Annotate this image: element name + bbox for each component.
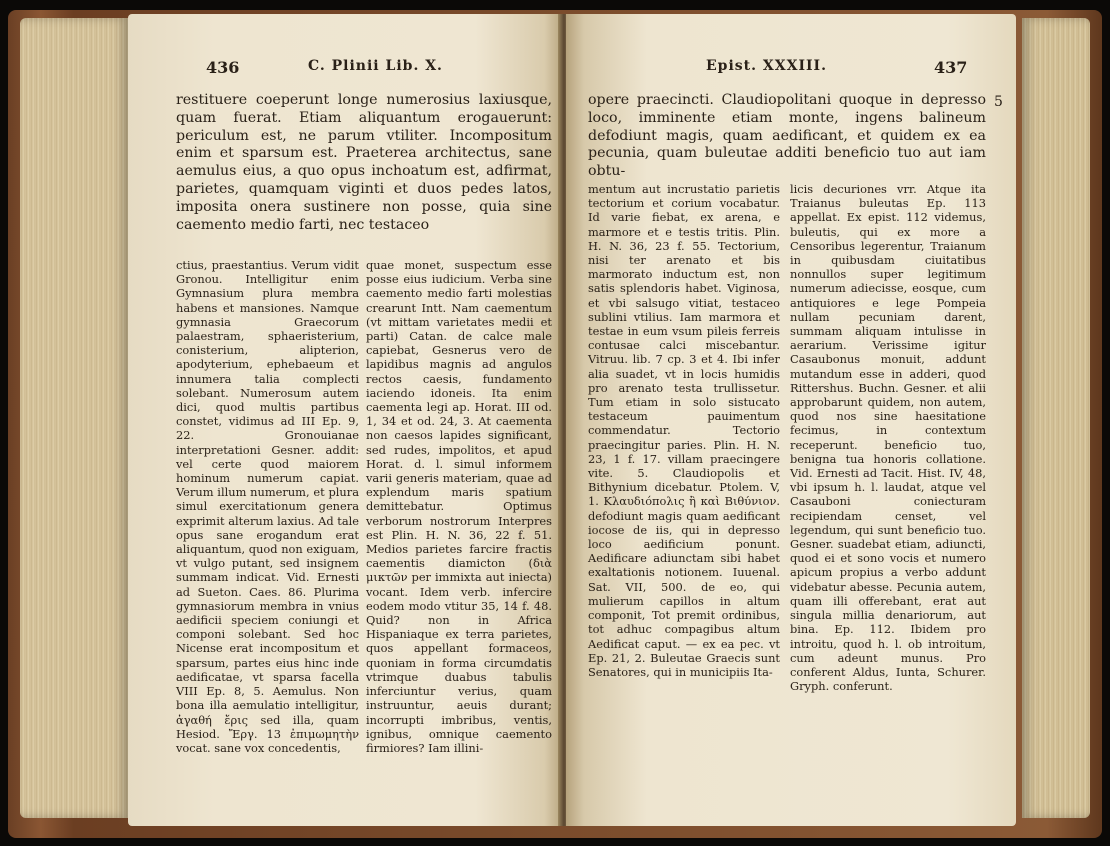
right-page: [566, 14, 1016, 826]
left-page-number: 436: [206, 58, 240, 77]
left-note-column-2: quae monet, suspectum esse posse eius iudicium. Verba sine caemento medio farti molestias crearunt Intt. Nam caementum (vt mittam varietates medii et parti) Catan. de calce male capiebat, Gesnerus vero de lapidibus magnis ad angulos rectos caesis, fundamento iaciendo idoneis. Ita enim caementa legi ap. Horat. III od. 1, 34 et od. 24, 3. At caementa non caesos lapides significant, sed rudes, impolitos, et apud Horat. d. l. simul informem varii generis materiam, quae ad explendum maris spatium demittebatur. Optimus verborum nostrorum Interpres est Plin. H. N. 36, 22 f. 51. Medios parietes farcire fractis caementis diamicton (διὰ μικτῶν per immixta aut iniecta) vocant. Idem verb. infercire eodem modo vtitur 35, 14 f. 48. Quid? non in Africa Hispaniaque ex terra parietes, quos appellant formaceos, quoniam in forma circumdatis vtrimque duabus tabulis inferciuntur verius, quam instruuntur, aeuis durant; incorrupti imbribus, ventis, ignibus, omnique caemento firmiores? Iam illini-: [366, 258, 552, 755]
left-body-text: restituere coeperunt longe numerosius laxiusque, quam fuerat. Etiam aliquantum erogauerunt: periculum est, ne parum vtiliter. Incompositum enim et sparsum est. Praeterea architectus, sane aemulus eius, a quo opus inchoatum est, adfirmat, parietes, quamquam viginti et duos pedes latos, imposita onera sustinere non posse, quia sine caemento medio farti, nec testaceo: [176, 92, 552, 233]
left-running-head: C. Plinii Lib. X.: [308, 58, 443, 74]
margin-section-number: 5: [994, 94, 1003, 110]
right-page-edges: [1022, 18, 1090, 818]
left-page: [128, 14, 562, 826]
right-page-number: 437: [934, 58, 968, 77]
right-note-column-2: licis decuriones vrr. Atque ita Traianus buleutas Ep. 113 appellat. Ex epist. 112 videmus, buleutis, qui ex more a Censoribus legerentur, Traianum in quibusdam ciuitatibus nonnullos super legitimum numerum adiecisse, eosque, cum antiquiores e lege Pompeia nullam pecuniam darent, summam aliquam intulisse in aerarium. Verissime igitur Casaubonus monuit, addunt mutandum esse in adderi, quod Rittershus. Buchn. Gesner. et alii approbarunt quidem, non autem, quod nos sine haesitatione fecimus, in contextum receperunt. beneficio tuo, benigna tua honoris collatione. Vid. Ernesti ad Tacit. Hist. IV, 48, vbi ipsum h. l. laudat, atque vel Casauboni coniecturam recipiendam censet, vel legendum, qui sunt beneficio tuo. Gesner. suadebat etiam, adiuncti, quod ei et sono vocis et numero apicum propius a verbo addunt videbatur abesse. Pecunia autem, quam illi offerebant, erat aut singula millia denariorum, aut bina. Ep. 112. Ibidem pro introitu, quod h. l. ob introitum, cum adeunt munus. Pro conferent Aldus, Iunta, Schurer. Gryph. conferunt.: [790, 182, 986, 694]
right-running-head: Epist. XXXIII.: [706, 58, 827, 74]
left-note-column-1: ctius, praestantius. Verum vidit Gronou. Intelligitur enim Gymnasium plura membra habens et mansiones. Namque gymnasia Graecorum palaestram, sphaeristerium, conisterium, alipterion, apodyterium, ephebaeum et innumera talia complecti solebant. Numerosum autem dici, quod multis partibus constet, vidimus ad III Ep. 9, 22. Gronouianae interpretationi Gesner. addit: vel certe quod maiorem hominum numerum capiat. Verum illum numerum, et plura simul exercitationum genera exprimit alterum laxius. Ad tale opus sane erogandum erat aliquantum, quod non exiguam, vt vulgo putant, sed insignem summam indicat. Vid. Ernesti ad Sueton. Caes. 86. Plurima gymnasiorum membra in vnius aedificii speciem coniungi et componi solebant. Sed hoc Nicense erat incompositum et sparsum, partes eius hinc inde aedificatae, vt sparsa facella VIII Ep. 8, 5. Aemulus. Non bona illa aemulatio intelligitur, ἀγαθή ἔρις sed illa, quam Hesiod. Ἔργ. 13 ἐπιμωμητὴν vocat. sane vox concedentis,: [176, 258, 359, 755]
right-note-column-1: mentum aut incrustatio parietis tectorium et corium vocabatur. Id varie fiebat, ex arena, e marmore et e testis tritis. Plin. H. N. 36, 23 f. 55. Tectorium, nisi ter arenato et bis marmorato inductum est, non satis splendoris habet. Viginosa, et vbi salsugo vitiat, testaceo sublini vtilius. Iam marmora et testae in eum vsum pileis ferreis contusae calci miscebantur. Vitruu. lib. 7 cp. 3 et 4. Ibi infer alia suadet, vt in locis humidis pro arenato testa trullissetur. Tum etiam in solo sistucato testaceum pauimentum commendatur. Tectorio praecingitur paries. Plin. H. N. 23, 1 f. 17. villam praecingere vite. 5. Claudiopolis et Bithynium dicebatur. Ptolem. V, 1. Κλαυδιόπολις ἢ καὶ Βιθύνιον. defodiunt magis quam aedificant iocose de iis, qui in depresso loco aedificium ponunt. Aedificare adiunctam sibi habet exaltationis notionem. Iuuenal. Sat. VII, 500. de eo, qui mulierum capillos in altum componit, Tot premit ordinibus, tot adhuc compagibus altum Aedificat caput. — ex ea pec. vt Ep. 21, 2. Buleutae Graecis sunt Senatores, qui in municipiis Ita-: [588, 182, 780, 679]
right-body-text: opere praecincti. Claudiopolitani quoque in depresso loco, imminente etiam monte, ingens balineum defodiunt magis, quam aedificant, et quidem ex ea pecunia, quam buleutae additi beneficio tuo aut iam obtu-: [588, 92, 986, 180]
left-page-edges: [20, 18, 128, 818]
